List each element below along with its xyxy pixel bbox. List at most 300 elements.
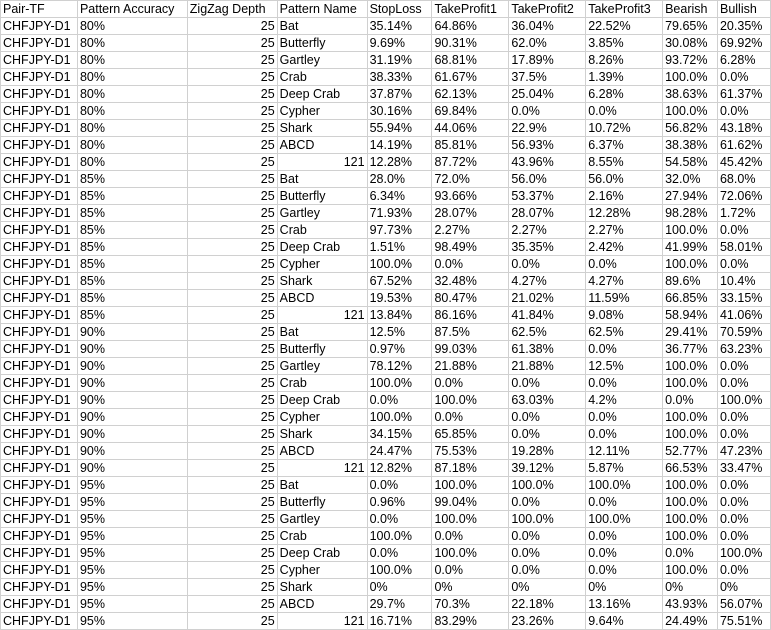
cell-takeprofit3[interactable]: 8.55% <box>586 154 663 171</box>
cell-takeprofit2[interactable]: 0.0% <box>509 103 586 120</box>
cell-stoploss[interactable]: 19.53% <box>367 290 432 307</box>
cell-takeprofit2[interactable]: 35.35% <box>509 239 586 256</box>
cell-pair-tf[interactable]: CHFJPY-D1 <box>1 273 78 290</box>
cell-takeprofit3[interactable]: 9.08% <box>586 307 663 324</box>
cell-pattern-accuracy[interactable]: 80% <box>77 18 187 35</box>
cell-takeprofit1[interactable]: 100.0% <box>432 545 509 562</box>
cell-takeprofit3[interactable]: 0.0% <box>586 409 663 426</box>
cell-bullish[interactable]: 0.0% <box>717 409 770 426</box>
cell-stoploss[interactable]: 0.0% <box>367 477 432 494</box>
cell-takeprofit2[interactable]: 0.0% <box>509 562 586 579</box>
cell-takeprofit1[interactable]: 68.81% <box>432 52 509 69</box>
cell-takeprofit2[interactable]: 0.0% <box>509 528 586 545</box>
cell-bearish[interactable]: 38.63% <box>663 86 718 103</box>
cell-zigzag-depth[interactable]: 25 <box>187 120 277 137</box>
cell-pattern-name[interactable]: Cypher <box>277 409 367 426</box>
cell-takeprofit3[interactable]: 4.27% <box>586 273 663 290</box>
cell-pair-tf[interactable]: CHFJPY-D1 <box>1 120 78 137</box>
cell-bullish[interactable]: 100.0% <box>717 392 770 409</box>
cell-bullish[interactable]: 45.42% <box>717 154 770 171</box>
cell-bearish[interactable]: 100.0% <box>663 562 718 579</box>
cell-takeprofit2[interactable]: 0.0% <box>509 545 586 562</box>
cell-pattern-accuracy[interactable]: 90% <box>77 409 187 426</box>
cell-stoploss[interactable]: 35.14% <box>367 18 432 35</box>
cell-takeprofit3[interactable]: 8.26% <box>586 52 663 69</box>
cell-pattern-name[interactable]: Cypher <box>277 562 367 579</box>
cell-bullish[interactable]: 0.0% <box>717 103 770 120</box>
cell-bearish[interactable]: 0% <box>663 579 718 596</box>
cell-pattern-name[interactable]: 121 <box>277 154 367 171</box>
cell-pattern-name[interactable]: Butterfly <box>277 494 367 511</box>
cell-stoploss[interactable]: 100.0% <box>367 375 432 392</box>
cell-pair-tf[interactable]: CHFJPY-D1 <box>1 239 78 256</box>
cell-pattern-accuracy[interactable]: 80% <box>77 103 187 120</box>
cell-pair-tf[interactable]: CHFJPY-D1 <box>1 86 78 103</box>
cell-takeprofit3[interactable]: 100.0% <box>586 477 663 494</box>
cell-pattern-name[interactable]: Deep Crab <box>277 545 367 562</box>
cell-takeprofit1[interactable]: 99.03% <box>432 341 509 358</box>
cell-pair-tf[interactable]: CHFJPY-D1 <box>1 256 78 273</box>
cell-bearish[interactable]: 93.72% <box>663 52 718 69</box>
cell-bearish[interactable]: 100.0% <box>663 103 718 120</box>
cell-takeprofit1[interactable]: 72.0% <box>432 171 509 188</box>
cell-pattern-accuracy[interactable]: 90% <box>77 460 187 477</box>
cell-takeprofit3[interactable]: 2.16% <box>586 188 663 205</box>
cell-stoploss[interactable]: 16.71% <box>367 613 432 630</box>
cell-pattern-accuracy[interactable]: 80% <box>77 137 187 154</box>
cell-pair-tf[interactable]: CHFJPY-D1 <box>1 307 78 324</box>
cell-stoploss[interactable]: 14.19% <box>367 137 432 154</box>
cell-pattern-accuracy[interactable]: 85% <box>77 205 187 222</box>
cell-bearish[interactable]: 100.0% <box>663 222 718 239</box>
cell-pair-tf[interactable]: CHFJPY-D1 <box>1 613 78 630</box>
cell-stoploss[interactable]: 31.19% <box>367 52 432 69</box>
cell-zigzag-depth[interactable]: 25 <box>187 290 277 307</box>
cell-takeprofit1[interactable]: 70.3% <box>432 596 509 613</box>
cell-pair-tf[interactable]: CHFJPY-D1 <box>1 426 78 443</box>
cell-takeprofit3[interactable]: 0.0% <box>586 494 663 511</box>
cell-pattern-accuracy[interactable]: 90% <box>77 341 187 358</box>
cell-bullish[interactable]: 0.0% <box>717 256 770 273</box>
cell-stoploss[interactable]: 12.82% <box>367 460 432 477</box>
cell-bearish[interactable]: 100.0% <box>663 477 718 494</box>
cell-takeprofit2[interactable]: 21.88% <box>509 358 586 375</box>
cell-pattern-name[interactable]: Gartley <box>277 358 367 375</box>
cell-pair-tf[interactable]: CHFJPY-D1 <box>1 188 78 205</box>
cell-pattern-name[interactable]: Bat <box>277 477 367 494</box>
cell-stoploss[interactable]: 1.51% <box>367 239 432 256</box>
cell-zigzag-depth[interactable]: 25 <box>187 477 277 494</box>
cell-takeprofit3[interactable]: 12.28% <box>586 205 663 222</box>
cell-pattern-accuracy[interactable]: 95% <box>77 528 187 545</box>
cell-bearish[interactable]: 100.0% <box>663 375 718 392</box>
cell-takeprofit1[interactable]: 100.0% <box>432 511 509 528</box>
cell-zigzag-depth[interactable]: 25 <box>187 596 277 613</box>
cell-bearish[interactable]: 100.0% <box>663 426 718 443</box>
cell-bullish[interactable]: 0.0% <box>717 494 770 511</box>
cell-takeprofit2[interactable]: 25.04% <box>509 86 586 103</box>
cell-pair-tf[interactable]: CHFJPY-D1 <box>1 528 78 545</box>
cell-takeprofit2[interactable]: 53.37% <box>509 188 586 205</box>
cell-pattern-accuracy[interactable]: 85% <box>77 222 187 239</box>
cell-takeprofit2[interactable]: 62.0% <box>509 35 586 52</box>
cell-zigzag-depth[interactable]: 25 <box>187 392 277 409</box>
cell-zigzag-depth[interactable]: 25 <box>187 103 277 120</box>
cell-pair-tf[interactable]: CHFJPY-D1 <box>1 511 78 528</box>
header-cell-takeprofit3[interactable]: TakeProfit3 <box>586 1 663 18</box>
cell-pattern-accuracy[interactable]: 95% <box>77 545 187 562</box>
cell-zigzag-depth[interactable]: 25 <box>187 443 277 460</box>
cell-zigzag-depth[interactable]: 25 <box>187 545 277 562</box>
cell-bearish[interactable]: 100.0% <box>663 528 718 545</box>
cell-pattern-accuracy[interactable]: 85% <box>77 273 187 290</box>
cell-stoploss[interactable]: 13.84% <box>367 307 432 324</box>
cell-takeprofit3[interactable]: 22.52% <box>586 18 663 35</box>
cell-stoploss[interactable]: 100.0% <box>367 562 432 579</box>
cell-pattern-name[interactable]: Deep Crab <box>277 392 367 409</box>
cell-pair-tf[interactable]: CHFJPY-D1 <box>1 443 78 460</box>
cell-takeprofit1[interactable]: 100.0% <box>432 392 509 409</box>
cell-takeprofit1[interactable]: 32.48% <box>432 273 509 290</box>
cell-stoploss[interactable]: 24.47% <box>367 443 432 460</box>
cell-stoploss[interactable]: 0% <box>367 579 432 596</box>
cell-takeprofit2[interactable]: 43.96% <box>509 154 586 171</box>
cell-bearish[interactable]: 98.28% <box>663 205 718 222</box>
cell-takeprofit1[interactable]: 62.13% <box>432 86 509 103</box>
cell-bullish[interactable]: 63.23% <box>717 341 770 358</box>
cell-bullish[interactable]: 0.0% <box>717 426 770 443</box>
cell-takeprofit1[interactable]: 61.67% <box>432 69 509 86</box>
cell-bullish[interactable]: 0.0% <box>717 511 770 528</box>
cell-bearish[interactable]: 24.49% <box>663 613 718 630</box>
cell-bullish[interactable]: 0.0% <box>717 562 770 579</box>
cell-takeprofit2[interactable]: 56.93% <box>509 137 586 154</box>
cell-takeprofit2[interactable]: 17.89% <box>509 52 586 69</box>
cell-takeprofit2[interactable]: 0% <box>509 579 586 596</box>
cell-zigzag-depth[interactable]: 25 <box>187 579 277 596</box>
cell-pattern-accuracy[interactable]: 80% <box>77 86 187 103</box>
cell-zigzag-depth[interactable]: 25 <box>187 494 277 511</box>
cell-takeprofit1[interactable]: 0.0% <box>432 375 509 392</box>
cell-takeprofit3[interactable]: 0% <box>586 579 663 596</box>
cell-pattern-name[interactable]: Butterfly <box>277 35 367 52</box>
cell-takeprofit1[interactable]: 87.18% <box>432 460 509 477</box>
cell-pattern-accuracy[interactable]: 80% <box>77 120 187 137</box>
cell-pair-tf[interactable]: CHFJPY-D1 <box>1 460 78 477</box>
cell-stoploss[interactable]: 6.34% <box>367 188 432 205</box>
cell-takeprofit3[interactable]: 0.0% <box>586 375 663 392</box>
cell-pattern-accuracy[interactable]: 80% <box>77 69 187 86</box>
cell-takeprofit2[interactable]: 36.04% <box>509 18 586 35</box>
cell-pattern-accuracy[interactable]: 95% <box>77 562 187 579</box>
cell-takeprofit2[interactable]: 23.26% <box>509 613 586 630</box>
cell-bearish[interactable]: 66.53% <box>663 460 718 477</box>
cell-bullish[interactable]: 1.72% <box>717 205 770 222</box>
cell-pair-tf[interactable]: CHFJPY-D1 <box>1 154 78 171</box>
cell-takeprofit2[interactable]: 61.38% <box>509 341 586 358</box>
cell-takeprofit2[interactable]: 21.02% <box>509 290 586 307</box>
cell-zigzag-depth[interactable]: 25 <box>187 613 277 630</box>
cell-zigzag-depth[interactable]: 25 <box>187 324 277 341</box>
cell-takeprofit3[interactable]: 0.0% <box>586 341 663 358</box>
cell-bullish[interactable]: 43.18% <box>717 120 770 137</box>
cell-bearish[interactable]: 79.65% <box>663 18 718 35</box>
cell-zigzag-depth[interactable]: 25 <box>187 460 277 477</box>
cell-takeprofit1[interactable]: 100.0% <box>432 477 509 494</box>
cell-takeprofit1[interactable]: 80.47% <box>432 290 509 307</box>
cell-pattern-accuracy[interactable]: 85% <box>77 239 187 256</box>
cell-takeprofit3[interactable]: 0.0% <box>586 103 663 120</box>
cell-takeprofit1[interactable]: 87.5% <box>432 324 509 341</box>
cell-zigzag-depth[interactable]: 25 <box>187 154 277 171</box>
cell-takeprofit2[interactable]: 0.0% <box>509 375 586 392</box>
cell-stoploss[interactable]: 34.15% <box>367 426 432 443</box>
cell-pair-tf[interactable]: CHFJPY-D1 <box>1 375 78 392</box>
cell-bearish[interactable]: 43.93% <box>663 596 718 613</box>
cell-takeprofit2[interactable]: 28.07% <box>509 205 586 222</box>
cell-stoploss[interactable]: 78.12% <box>367 358 432 375</box>
header-cell-pattern-name[interactable]: Pattern Name <box>277 1 367 18</box>
cell-bearish[interactable]: 41.99% <box>663 239 718 256</box>
cell-bullish[interactable]: 72.06% <box>717 188 770 205</box>
cell-takeprofit1[interactable]: 99.04% <box>432 494 509 511</box>
cell-zigzag-depth[interactable]: 25 <box>187 52 277 69</box>
cell-takeprofit1[interactable]: 87.72% <box>432 154 509 171</box>
cell-pattern-name[interactable]: Bat <box>277 171 367 188</box>
cell-takeprofit2[interactable]: 41.84% <box>509 307 586 324</box>
cell-takeprofit1[interactable]: 21.88% <box>432 358 509 375</box>
cell-stoploss[interactable]: 37.87% <box>367 86 432 103</box>
header-cell-bearish[interactable]: Bearish <box>663 1 718 18</box>
cell-stoploss[interactable]: 0.0% <box>367 545 432 562</box>
cell-bearish[interactable]: 58.94% <box>663 307 718 324</box>
cell-bearish[interactable]: 0.0% <box>663 392 718 409</box>
cell-pattern-accuracy[interactable]: 90% <box>77 443 187 460</box>
cell-bearish[interactable]: 100.0% <box>663 409 718 426</box>
cell-bearish[interactable]: 56.82% <box>663 120 718 137</box>
header-cell-bullish[interactable]: Bullish <box>717 1 770 18</box>
cell-pair-tf[interactable]: CHFJPY-D1 <box>1 392 78 409</box>
cell-bullish[interactable]: 75.51% <box>717 613 770 630</box>
cell-zigzag-depth[interactable]: 25 <box>187 375 277 392</box>
cell-zigzag-depth[interactable]: 25 <box>187 188 277 205</box>
cell-takeprofit1[interactable]: 65.85% <box>432 426 509 443</box>
cell-takeprofit1[interactable]: 0.0% <box>432 528 509 545</box>
cell-pattern-name[interactable]: Butterfly <box>277 188 367 205</box>
cell-pair-tf[interactable]: CHFJPY-D1 <box>1 69 78 86</box>
cell-pattern-name[interactable]: Crab <box>277 375 367 392</box>
cell-pattern-name[interactable]: Crab <box>277 528 367 545</box>
header-cell-zigzag-depth[interactable]: ZigZag Depth <box>187 1 277 18</box>
cell-pair-tf[interactable]: CHFJPY-D1 <box>1 52 78 69</box>
cell-stoploss[interactable]: 12.28% <box>367 154 432 171</box>
cell-takeprofit2[interactable]: 100.0% <box>509 511 586 528</box>
header-cell-takeprofit2[interactable]: TakeProfit2 <box>509 1 586 18</box>
cell-bearish[interactable]: 30.08% <box>663 35 718 52</box>
cell-zigzag-depth[interactable]: 25 <box>187 409 277 426</box>
cell-zigzag-depth[interactable]: 25 <box>187 341 277 358</box>
cell-pattern-name[interactable]: 121 <box>277 613 367 630</box>
cell-stoploss[interactable]: 0.96% <box>367 494 432 511</box>
cell-pattern-accuracy[interactable]: 90% <box>77 375 187 392</box>
cell-bullish[interactable]: 41.06% <box>717 307 770 324</box>
cell-takeprofit1[interactable]: 69.84% <box>432 103 509 120</box>
cell-takeprofit2[interactable]: 63.03% <box>509 392 586 409</box>
cell-takeprofit2[interactable]: 0.0% <box>509 409 586 426</box>
cell-zigzag-depth[interactable]: 25 <box>187 562 277 579</box>
cell-takeprofit2[interactable]: 100.0% <box>509 477 586 494</box>
cell-pair-tf[interactable]: CHFJPY-D1 <box>1 358 78 375</box>
cell-bullish[interactable]: 61.62% <box>717 137 770 154</box>
cell-bearish[interactable]: 0.0% <box>663 545 718 562</box>
cell-pattern-accuracy[interactable]: 90% <box>77 426 187 443</box>
cell-pattern-accuracy[interactable]: 80% <box>77 154 187 171</box>
cell-zigzag-depth[interactable]: 25 <box>187 307 277 324</box>
cell-takeprofit3[interactable]: 5.87% <box>586 460 663 477</box>
cell-pattern-name[interactable]: Gartley <box>277 52 367 69</box>
cell-stoploss[interactable]: 0.0% <box>367 511 432 528</box>
cell-pattern-name[interactable]: 121 <box>277 307 367 324</box>
cell-takeprofit3[interactable]: 10.72% <box>586 120 663 137</box>
cell-bullish[interactable]: 0.0% <box>717 477 770 494</box>
cell-pattern-name[interactable]: Deep Crab <box>277 86 367 103</box>
cell-bullish[interactable]: 70.59% <box>717 324 770 341</box>
cell-bearish[interactable]: 100.0% <box>663 256 718 273</box>
cell-stoploss[interactable]: 28.0% <box>367 171 432 188</box>
cell-stoploss[interactable]: 0.97% <box>367 341 432 358</box>
cell-pair-tf[interactable]: CHFJPY-D1 <box>1 409 78 426</box>
cell-takeprofit1[interactable]: 0% <box>432 579 509 596</box>
cell-takeprofit3[interactable]: 9.64% <box>586 613 663 630</box>
cell-pattern-accuracy[interactable]: 85% <box>77 188 187 205</box>
cell-pair-tf[interactable]: CHFJPY-D1 <box>1 545 78 562</box>
cell-stoploss[interactable]: 9.69% <box>367 35 432 52</box>
cell-bullish[interactable]: 33.47% <box>717 460 770 477</box>
cell-zigzag-depth[interactable]: 25 <box>187 256 277 273</box>
cell-bullish[interactable]: 58.01% <box>717 239 770 256</box>
cell-pattern-name[interactable]: Crab <box>277 222 367 239</box>
cell-stoploss[interactable]: 30.16% <box>367 103 432 120</box>
cell-bearish[interactable]: 32.0% <box>663 171 718 188</box>
cell-takeprofit1[interactable]: 0.0% <box>432 409 509 426</box>
cell-takeprofit2[interactable]: 37.5% <box>509 69 586 86</box>
cell-takeprofit3[interactable]: 1.39% <box>586 69 663 86</box>
cell-takeprofit1[interactable]: 86.16% <box>432 307 509 324</box>
cell-takeprofit2[interactable]: 22.18% <box>509 596 586 613</box>
cell-bearish[interactable]: 27.94% <box>663 188 718 205</box>
cell-takeprofit2[interactable]: 62.5% <box>509 324 586 341</box>
cell-zigzag-depth[interactable]: 25 <box>187 273 277 290</box>
cell-pair-tf[interactable]: CHFJPY-D1 <box>1 35 78 52</box>
cell-pattern-accuracy[interactable]: 85% <box>77 171 187 188</box>
cell-bullish[interactable]: 69.92% <box>717 35 770 52</box>
cell-takeprofit2[interactable]: 0.0% <box>509 494 586 511</box>
cell-pair-tf[interactable]: CHFJPY-D1 <box>1 324 78 341</box>
cell-takeprofit3[interactable]: 0.0% <box>586 256 663 273</box>
cell-pattern-accuracy[interactable]: 85% <box>77 256 187 273</box>
cell-pattern-name[interactable]: Shark <box>277 426 367 443</box>
cell-takeprofit1[interactable]: 83.29% <box>432 613 509 630</box>
cell-pair-tf[interactable]: CHFJPY-D1 <box>1 579 78 596</box>
cell-takeprofit1[interactable]: 75.53% <box>432 443 509 460</box>
cell-pattern-accuracy[interactable]: 90% <box>77 358 187 375</box>
cell-bullish[interactable]: 0.0% <box>717 528 770 545</box>
cell-takeprofit3[interactable]: 0.0% <box>586 528 663 545</box>
cell-bearish[interactable]: 89.6% <box>663 273 718 290</box>
cell-takeprofit2[interactable]: 39.12% <box>509 460 586 477</box>
cell-bullish[interactable]: 33.15% <box>717 290 770 307</box>
cell-bullish[interactable]: 56.07% <box>717 596 770 613</box>
cell-pattern-name[interactable]: Cypher <box>277 256 367 273</box>
header-cell-pair-tf[interactable]: Pair-TF <box>1 1 78 18</box>
cell-zigzag-depth[interactable]: 25 <box>187 205 277 222</box>
cell-takeprofit1[interactable]: 44.06% <box>432 120 509 137</box>
cell-stoploss[interactable]: 97.73% <box>367 222 432 239</box>
cell-pair-tf[interactable]: CHFJPY-D1 <box>1 103 78 120</box>
cell-takeprofit2[interactable]: 0.0% <box>509 256 586 273</box>
cell-stoploss[interactable]: 71.93% <box>367 205 432 222</box>
cell-pattern-name[interactable]: Deep Crab <box>277 239 367 256</box>
cell-zigzag-depth[interactable]: 25 <box>187 137 277 154</box>
cell-pattern-accuracy[interactable]: 90% <box>77 324 187 341</box>
cell-takeprofit1[interactable]: 28.07% <box>432 205 509 222</box>
cell-pattern-name[interactable]: Bat <box>277 324 367 341</box>
cell-bullish[interactable]: 0.0% <box>717 69 770 86</box>
cell-bearish[interactable]: 100.0% <box>663 358 718 375</box>
cell-bullish[interactable]: 68.0% <box>717 171 770 188</box>
cell-pattern-accuracy[interactable]: 80% <box>77 35 187 52</box>
cell-takeprofit2[interactable]: 56.0% <box>509 171 586 188</box>
cell-bullish[interactable]: 10.4% <box>717 273 770 290</box>
cell-pattern-name[interactable]: Shark <box>277 273 367 290</box>
cell-pattern-name[interactable]: Cypher <box>277 103 367 120</box>
cell-pattern-accuracy[interactable]: 95% <box>77 596 187 613</box>
cell-pattern-name[interactable]: ABCD <box>277 596 367 613</box>
cell-bearish[interactable]: 38.38% <box>663 137 718 154</box>
cell-bearish[interactable]: 100.0% <box>663 494 718 511</box>
cell-takeprofit3[interactable]: 62.5% <box>586 324 663 341</box>
cell-pair-tf[interactable]: CHFJPY-D1 <box>1 341 78 358</box>
cell-zigzag-depth[interactable]: 25 <box>187 358 277 375</box>
cell-bullish[interactable]: 47.23% <box>717 443 770 460</box>
cell-pair-tf[interactable]: CHFJPY-D1 <box>1 562 78 579</box>
cell-pair-tf[interactable]: CHFJPY-D1 <box>1 477 78 494</box>
cell-zigzag-depth[interactable]: 25 <box>187 511 277 528</box>
header-cell-takeprofit1[interactable]: TakeProfit1 <box>432 1 509 18</box>
cell-takeprofit3[interactable]: 13.16% <box>586 596 663 613</box>
cell-stoploss[interactable]: 0.0% <box>367 392 432 409</box>
cell-zigzag-depth[interactable]: 25 <box>187 18 277 35</box>
cell-takeprofit3[interactable]: 2.42% <box>586 239 663 256</box>
cell-pattern-name[interactable]: Shark <box>277 120 367 137</box>
cell-takeprofit1[interactable]: 93.66% <box>432 188 509 205</box>
cell-bearish[interactable]: 66.85% <box>663 290 718 307</box>
cell-pattern-accuracy[interactable]: 95% <box>77 579 187 596</box>
cell-stoploss[interactable]: 67.52% <box>367 273 432 290</box>
cell-zigzag-depth[interactable]: 25 <box>187 35 277 52</box>
cell-takeprofit1[interactable]: 2.27% <box>432 222 509 239</box>
cell-zigzag-depth[interactable]: 25 <box>187 171 277 188</box>
cell-pattern-accuracy[interactable]: 90% <box>77 392 187 409</box>
cell-takeprofit1[interactable]: 98.49% <box>432 239 509 256</box>
cell-bullish[interactable]: 61.37% <box>717 86 770 103</box>
cell-stoploss[interactable]: 12.5% <box>367 324 432 341</box>
cell-stoploss[interactable]: 38.33% <box>367 69 432 86</box>
cell-takeprofit3[interactable]: 6.37% <box>586 137 663 154</box>
cell-takeprofit1[interactable]: 90.31% <box>432 35 509 52</box>
cell-takeprofit3[interactable]: 2.27% <box>586 222 663 239</box>
cell-pair-tf[interactable]: CHFJPY-D1 <box>1 18 78 35</box>
